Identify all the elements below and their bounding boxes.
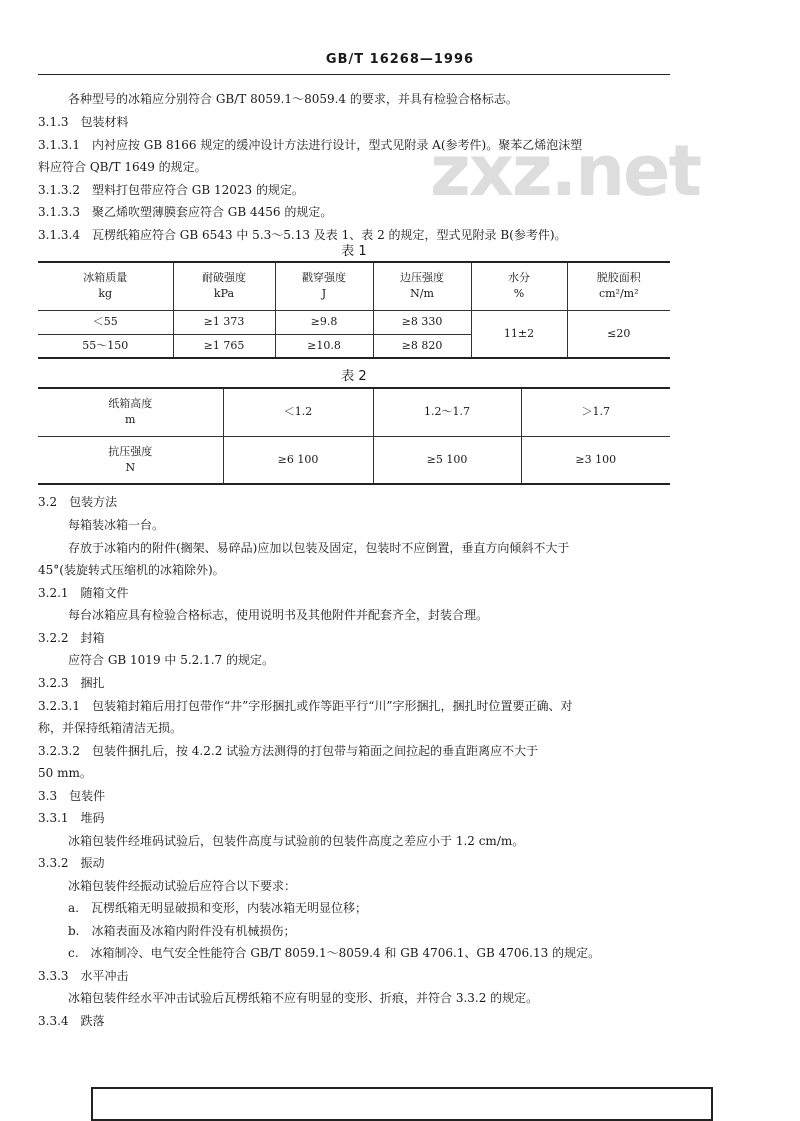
section-heading: 3.2.2 封箱 <box>38 631 105 645</box>
table1-moisture-cell: 11±2 <box>471 310 567 358</box>
section-heading: 3.3 包装件 <box>38 789 106 803</box>
table1-cell: ≥8 820 <box>373 334 471 358</box>
bottom-frame <box>91 1087 713 1121</box>
page-header: GB/T 16268—1996 <box>325 52 475 67</box>
paragraph-line: 料应符合 QB/T 1649 的规定。 <box>38 160 207 174</box>
paragraph-line: 各种型号的冰箱应分别符合 GB/T 8059.1～8059.4 的要求，并具有检验合格标志。 <box>68 92 518 106</box>
table1-header-cell: 边压强度 N/m <box>373 262 471 310</box>
table1-cell: ≥1 373 <box>173 310 275 334</box>
section-heading: 3.2.1 随箱文件 <box>38 586 129 600</box>
paragraph-line: 3.1.3.4 瓦楞纸箱应符合 GB 6543 中 5.3～5.13 及表 1、表 2 的规定，型式见附录 B(参考件)。 <box>38 228 567 242</box>
section-heading: 3.1.3 包装材料 <box>38 115 129 129</box>
table1-cell: ≥1 765 <box>173 334 275 358</box>
list-item: b. 冰箱表面及冰箱内附件没有机械损伤； <box>68 924 296 938</box>
table2 <box>38 387 670 485</box>
section-heading: 3.2.3 捆扎 <box>38 676 105 690</box>
table1-header-cell: 水分 % <box>471 262 567 310</box>
table2-row-label: 抗压强度 N <box>38 436 223 484</box>
list-item: a. 瓦楞纸箱无明显破损和变形，内装冰箱无明显位移； <box>68 901 367 915</box>
table1-header-cell: 戳穿强度 J <box>275 262 373 310</box>
table1-header-cell: 脱胶面积 cm²/m² <box>567 262 670 310</box>
table1-cell: ≥9.8 <box>275 310 373 334</box>
paragraph-line: 冰箱包装件经堆码试验后，包装件高度与试验前的包装件高度之差应小于 1.2 cm/m。 <box>68 834 525 848</box>
paragraph-line: 存放于冰箱内的附件(搁架、易碎品)应加以包装及固定，包装时不应倒置，垂直方向倾斜不大于 <box>68 541 570 555</box>
paragraph-line: 50 mm。 <box>38 766 92 780</box>
section-heading: 3.3.4 跌落 <box>38 1014 105 1028</box>
paragraph-line: 3.1.3.3 聚乙烯吹塑薄膜套应符合 GB 4456 的规定。 <box>38 205 333 219</box>
table1-header-cell: 冰箱质量 kg <box>38 262 173 310</box>
paragraph-line: 3.2.3.2 包装件捆扎后，按 4.2.2 试验方法测得的打包带与箱面之间拉起的垂直距离应不大于 <box>38 744 539 758</box>
table2-cell: ＞1.7 <box>521 388 670 436</box>
header-rule <box>38 74 670 75</box>
table1-cell: ≥8 330 <box>373 310 471 334</box>
section-heading: 3.3.1 堆码 <box>38 811 105 825</box>
table2-cell: ≥5 100 <box>373 436 521 484</box>
paragraph-line: 冰箱包装件经振动试验后应符合以下要求： <box>68 879 297 893</box>
paragraph-line: 每台冰箱应具有检验合格标志，使用说明书及其他附件并配套齐全，封装合理。 <box>68 608 489 622</box>
list-item: c. 冰箱制冷、电气安全性能符合 GB/T 8059.1～8059.4 和 GB 4706.1、GB 4706.13 的规定。 <box>68 946 601 960</box>
paragraph-line: 45°(装旋转式压缩机的冰箱除外)。 <box>38 563 225 577</box>
table1-header-cell: 耐破强度 kPa <box>173 262 275 310</box>
watermark: zxz.net <box>430 130 700 212</box>
table1-delam-cell: ≤20 <box>567 310 670 358</box>
section-heading: 3.3.3 水平冲击 <box>38 969 129 983</box>
table2-cell: ≥3 100 <box>521 436 670 484</box>
paragraph-line: 冰箱包装件经水平冲击试验后瓦楞纸箱不应有明显的变形、折痕，并符合 3.3.2 的规定。 <box>68 991 539 1005</box>
paragraph-line: 3.2.3.1 包装箱封箱后用打包带作“井”字形捆扎或作等距平行“川”字形捆扎，捆扎时位置要正确、对 <box>38 699 573 713</box>
table1 <box>38 261 670 359</box>
section-heading: 3.3.2 振动 <box>38 856 105 870</box>
table2-row-label: 纸箱高度 m <box>38 388 223 436</box>
paragraph-line: 称，并保持纸箱清洁无损。 <box>38 721 183 735</box>
section-heading: 3.2 包装方法 <box>38 495 118 509</box>
table1-cell: ＜55 <box>38 310 173 334</box>
table2-cell: 1.2～1.7 <box>373 388 521 436</box>
table1-caption: 表 1 <box>341 244 367 259</box>
table2-caption: 表 2 <box>341 369 367 384</box>
paragraph-line: 3.1.3.1 内衬应按 GB 8166 规定的缓冲设计方法进行设计，型式见附录 A(参考件)。聚苯乙烯泡沫塑 <box>38 138 583 152</box>
table2-cell: ≥6 100 <box>223 436 373 484</box>
paragraph-line: 3.1.3.2 塑料打包带应符合 GB 12023 的规定。 <box>38 183 305 197</box>
paragraph-line: 应符合 GB 1019 中 5.2.1.7 的规定。 <box>68 653 274 667</box>
paragraph-line: 每箱装冰箱一台。 <box>68 518 165 532</box>
table1-cell: 55～150 <box>38 334 173 358</box>
table1-cell: ≥10.8 <box>275 334 373 358</box>
table2-cell: ＜1.2 <box>223 388 373 436</box>
